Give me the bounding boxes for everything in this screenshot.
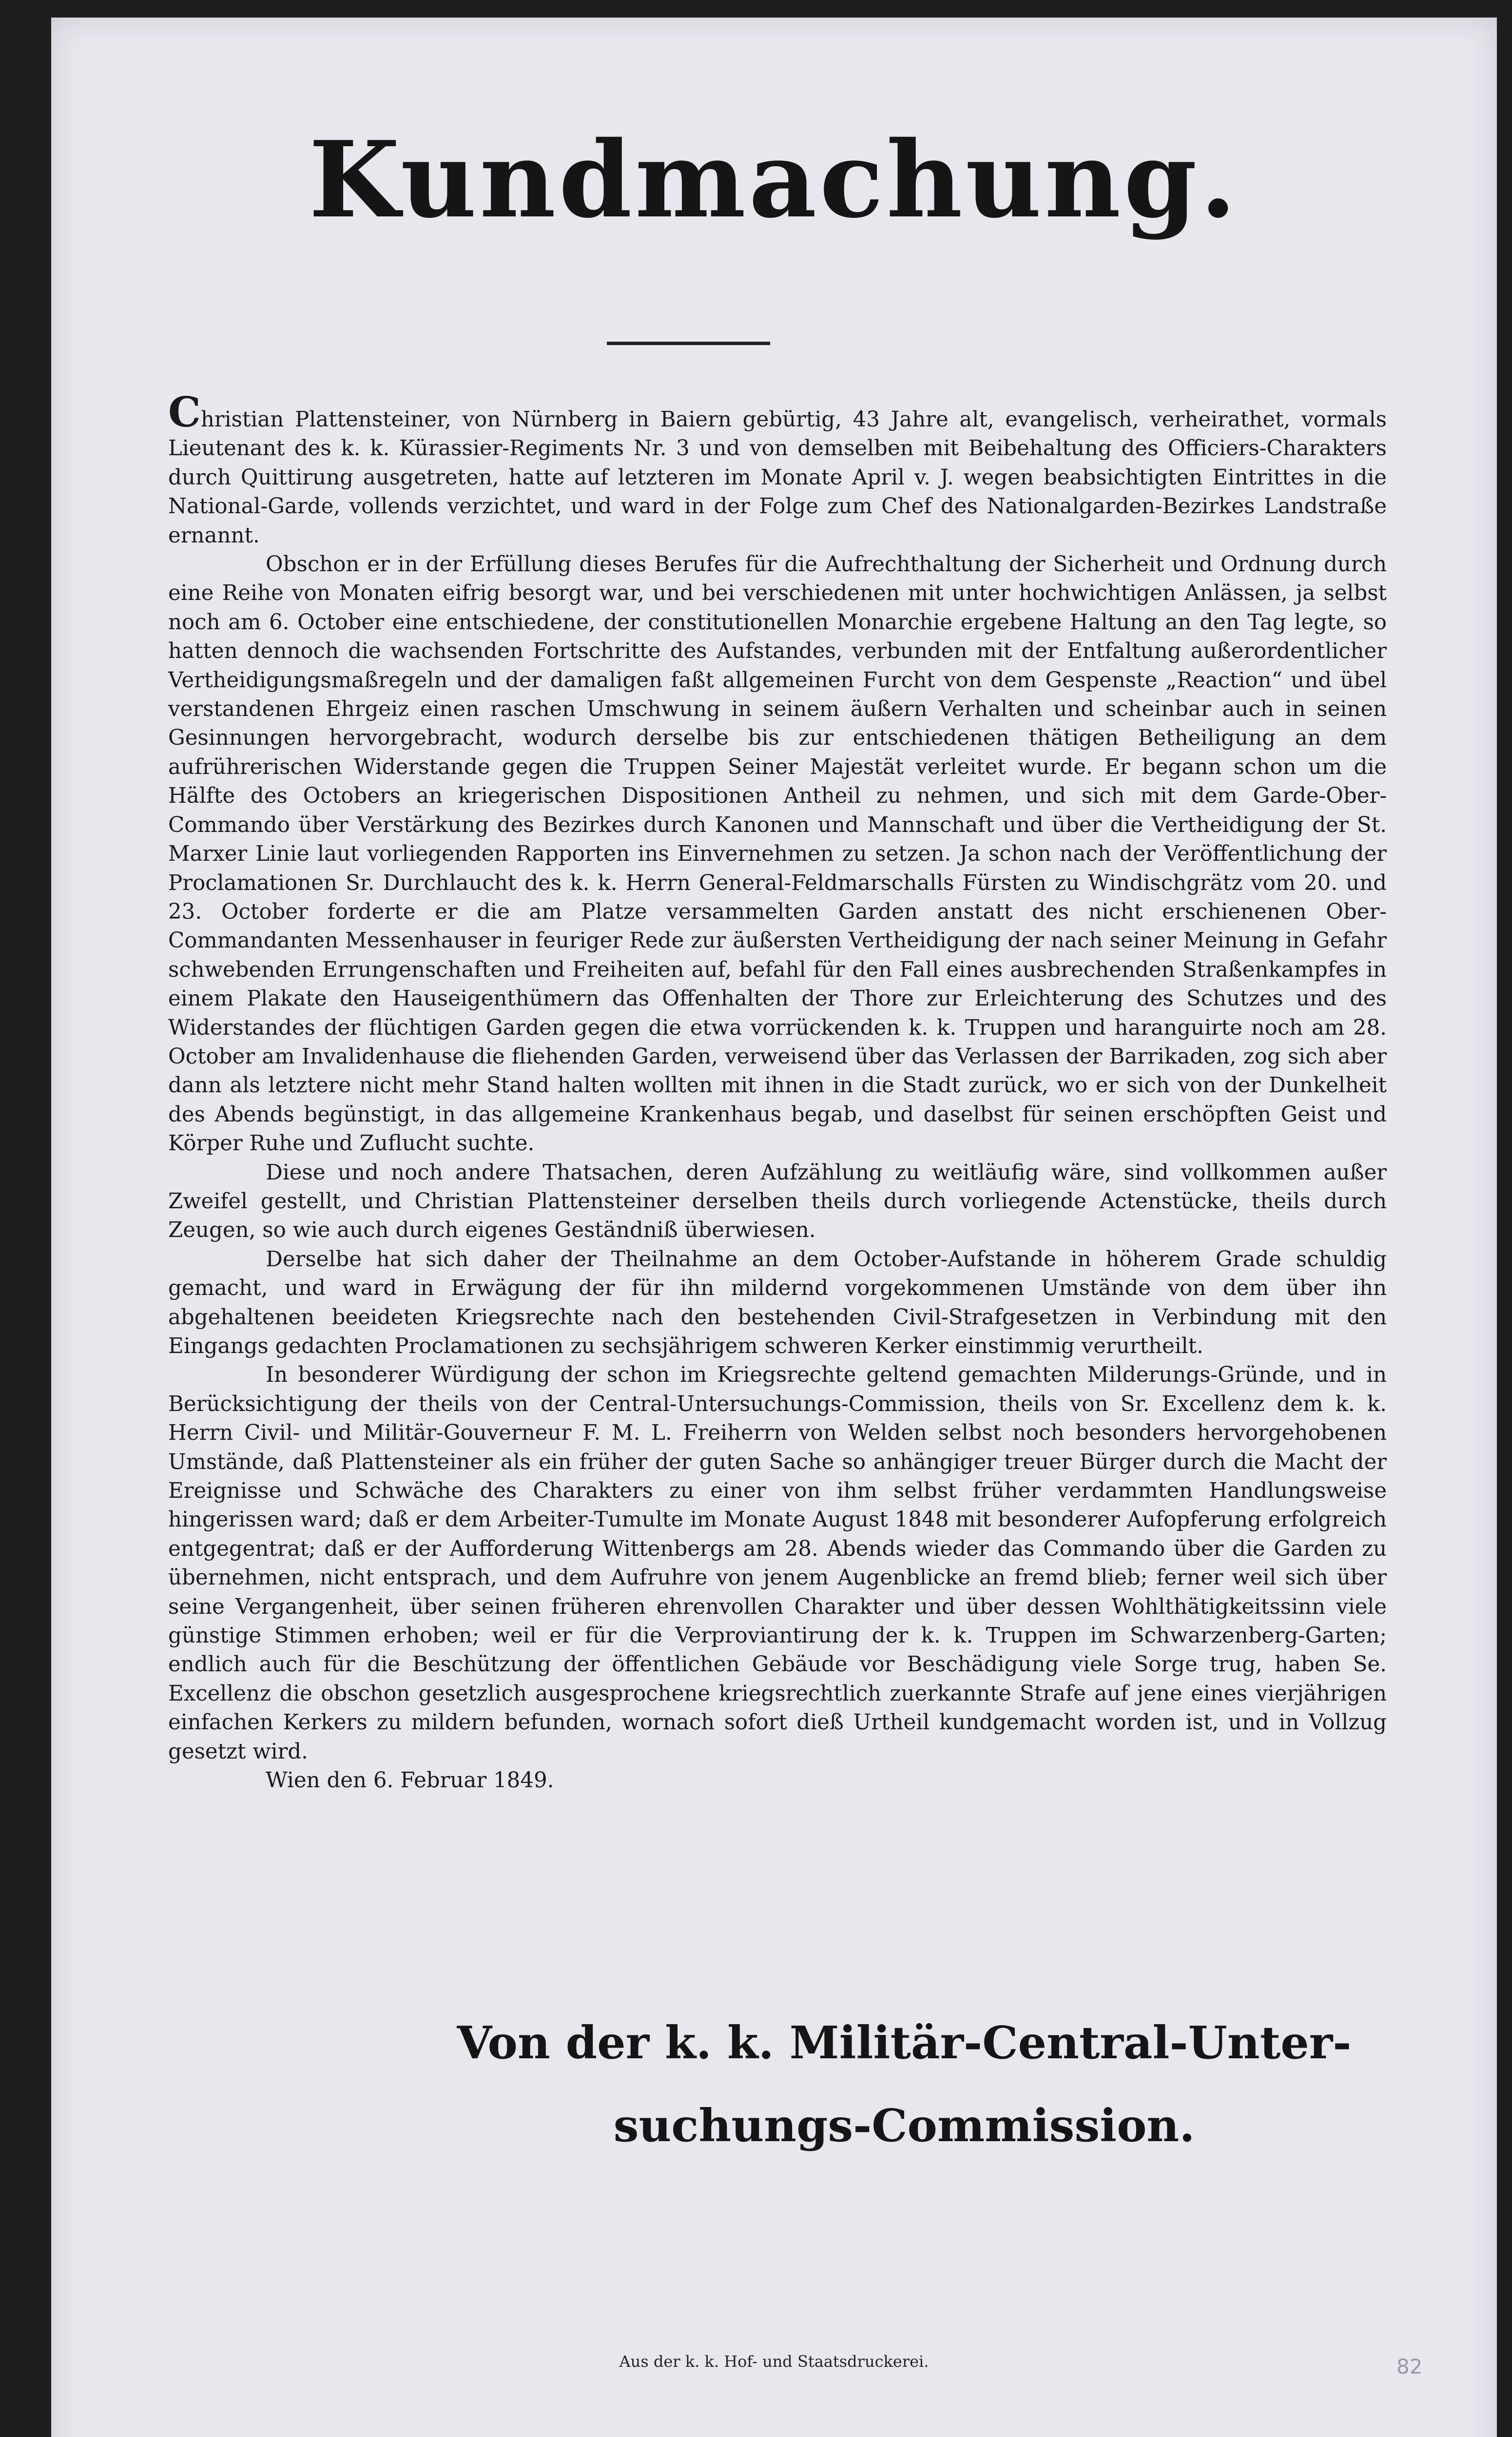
paragraph-4: Derselbe hat sich daher der Theilnahme an dem October-Aufstande in höherem Grade schuldig gemacht, und ward in Erwägung der für ihn mildernd vorgekommenen Umstände von dem über ihn abgehaltenen beeideten Kriegsrechte nach den bestehenden Civil-Strafgesetzen in Verbindung mit den Eingangs gedachten Proclamationen zu sechsjährigem schweren Kerker einstimmig verurtheilt. — [168, 1247, 1387, 1358]
poster-sheet — [51, 18, 1497, 2437]
drop-capital: C — [168, 388, 201, 436]
paragraph-1 — [168, 388, 1387, 550]
poster-title: Kundmachung. — [309, 118, 1240, 241]
body-text — [168, 388, 1387, 1796]
signature-block — [392, 2001, 1416, 2167]
paragraph-5: In besonderer Würdigung der schon im Kriegsrechte geltend gemachten Milderungs-Gründe, und in Berücksichtigung der theils von der Central-Untersuchungs-Commission, theils von Sr. Excellenz dem k. k. Herrn Civil- und Militär-Gouverneur F. M. L. Freiherrn von Welden selbst noch besonders hervorgehobenen Umstände, daß Plattensteiner als ein früher der guten Sache so anhängiger treuer Bürger durch die Macht der Ereignisse und Schwäche des Charakters zu einer von ihm selbst früher verdammten Handlungsweise hingerissen ward; daß er dem Arbeiter-Tumulte im Monate August 1848 mit besonderer Aufopferung erfolgreich entgegentrat; daß er der Aufforderung Wittenbergs am 28. Abends wieder das Commando über die Garden zu übernehmen, nicht entsprach, und dem Aufruhre von jenem Augenblicke an fremd blieb; ferner weil sich über seine Vergangenheit, über seinen früheren ehrenvollen Charakter und über dessen Wohlthätigkeitssinn viele günstige Stimmen erhoben; weil er für die Verproviantirung der k. k. Truppen im Schwarzenberg-Garten; endlich auch für die Beschützung der öffentlichen Gebäude vor Beschädigung viele Sorge trug, haben Se. Excellenz die obschon gesetzlich ausgesprochene kriegsrechtlich zuerkannte Strafe auf jene eines vierjährigen einfachen Kerkers zu mildern befunden, wornach sofort dieß Urtheil kundgemacht worden ist, und in Vollzug gesetzt wird. — [168, 1363, 1387, 1764]
paragraph-3: Diese und noch andere Thatsachen, deren Aufzählung zu weitläufig wäre, sind vollkommen außer Zweifel gestellt, und Christian Plattensteiner derselben theils durch vorliegende Actenstücke, theils durch Zeugen, so wie auch durch eigenes Geständniß überwiesen. — [168, 1160, 1387, 1243]
paragraph-1-text: hristian Plattensteiner, von Nürnberg in Baiern gebürtig, 43 Jahre alt, evangelisch, verheirathet, vormals Lieutenant des k. k. Kürassier-Regiments Nr. 3 und von demselben mit Beibehaltung des Officiers-Charakters durch Quittirung ausgetreten, hatte auf letzteren im Monate April v. J. wegen beabsichtigten Eintrittes in die National-Garde, vollends verzichtet, und ward in der Folge zum Chef des Nationalgarden-Bezirkes Landstraße ernannt. — [168, 407, 1387, 548]
date-line: Wien den 6. Februar 1849. — [266, 1768, 554, 1793]
paragraph-2: Obschon er in der Erfüllung dieses Berufes für die Aufrechthaltung der Sicherheit und Ordnung durch eine Reihe von Monaten eifrig besorgt war, und bei verschiedenen mit unter hochwichtigen Anlässen, ja selbst noch am 6. October eine entschiedene, der constitutionellen Monarchie ergebene Haltung an den Tag legte, so hatten dennoch die wachsenden Fortschritte des Aufstandes, verbunden mit der Entfaltung außerordentlicher Vertheidigungsmaßregeln und der damaligen faßt allgemeinen Furcht von dem Gespenste „Reaction“ und übel verstandenen Ehrgeiz einen raschen Umschwung in seinem äußern Verhalten und scheinbar auch in seinen Gesinnungen hervorgebracht, wodurch derselbe bis zur entschiedenen thätigen Betheiligung an dem aufrührerischen Widerstande gegen die Truppen Seiner Majestät verleitet wurde. Er begann schon um die Hälfte des Octobers an kriegerischen Dispositionen Antheil zu nehmen, und sich mit dem Garde-Ober-Commando über Verstärkung des Bezirkes durch Kanonen und Mannschaft und über die Vertheidigung der St. Marxer Linie laut vorliegenden Rapporten ins Einvernehmen zu setzen. Ja schon nach der Veröffentlichung der Proclamationen Sr. Durchlaucht des k. k. Herrn General-Feldmarschalls Fürsten zu Windischgrätz vom 20. und 23. October forderte er die am Platze versammelten Garden anstatt des nicht erschienenen Ober-Commandanten Messenhauser in feuriger Rede zur äußersten Vertheidigung der nach seiner Meinung in Gefahr schwebenden Errungenschaften und Freiheiten auf, befahl für den Fall eines ausbrechenden Straßenkampfes in einem Plakate den Hauseigenthümern das Offenhalten der Thore zur Erleichterung des Schutzes und des Widerstandes der flüchtigen Garden gegen die etwa vorrückenden k. k. Truppen und haranguirte noch am 28. October am Invalidenhause die fliehenden Garden, verweisend über das Verlassen der Barrikaden, zog sich aber dann als letztere nicht mehr Stand halten wollten mit ihnen in die Stadt zurück, wo er sich von der Dunkelheit des Abends begünstigt, in das allgemeine Krankenhaus begab, und daselbst für seinen erschöpften Geist und Körper Ruhe und Zuflucht suchte. — [168, 552, 1387, 1156]
printer-imprint: Aus der k. k. Hof- und Staatsdruckerei. — [619, 2352, 929, 2371]
title-rule — [607, 342, 770, 345]
signature-line-1: Von der k. k. Militär-Central-Unter- — [457, 2016, 1352, 2069]
archive-pencil-number: 82 — [1396, 2355, 1423, 2379]
signature-line-2: suchungs-Commission. — [613, 2099, 1195, 2152]
